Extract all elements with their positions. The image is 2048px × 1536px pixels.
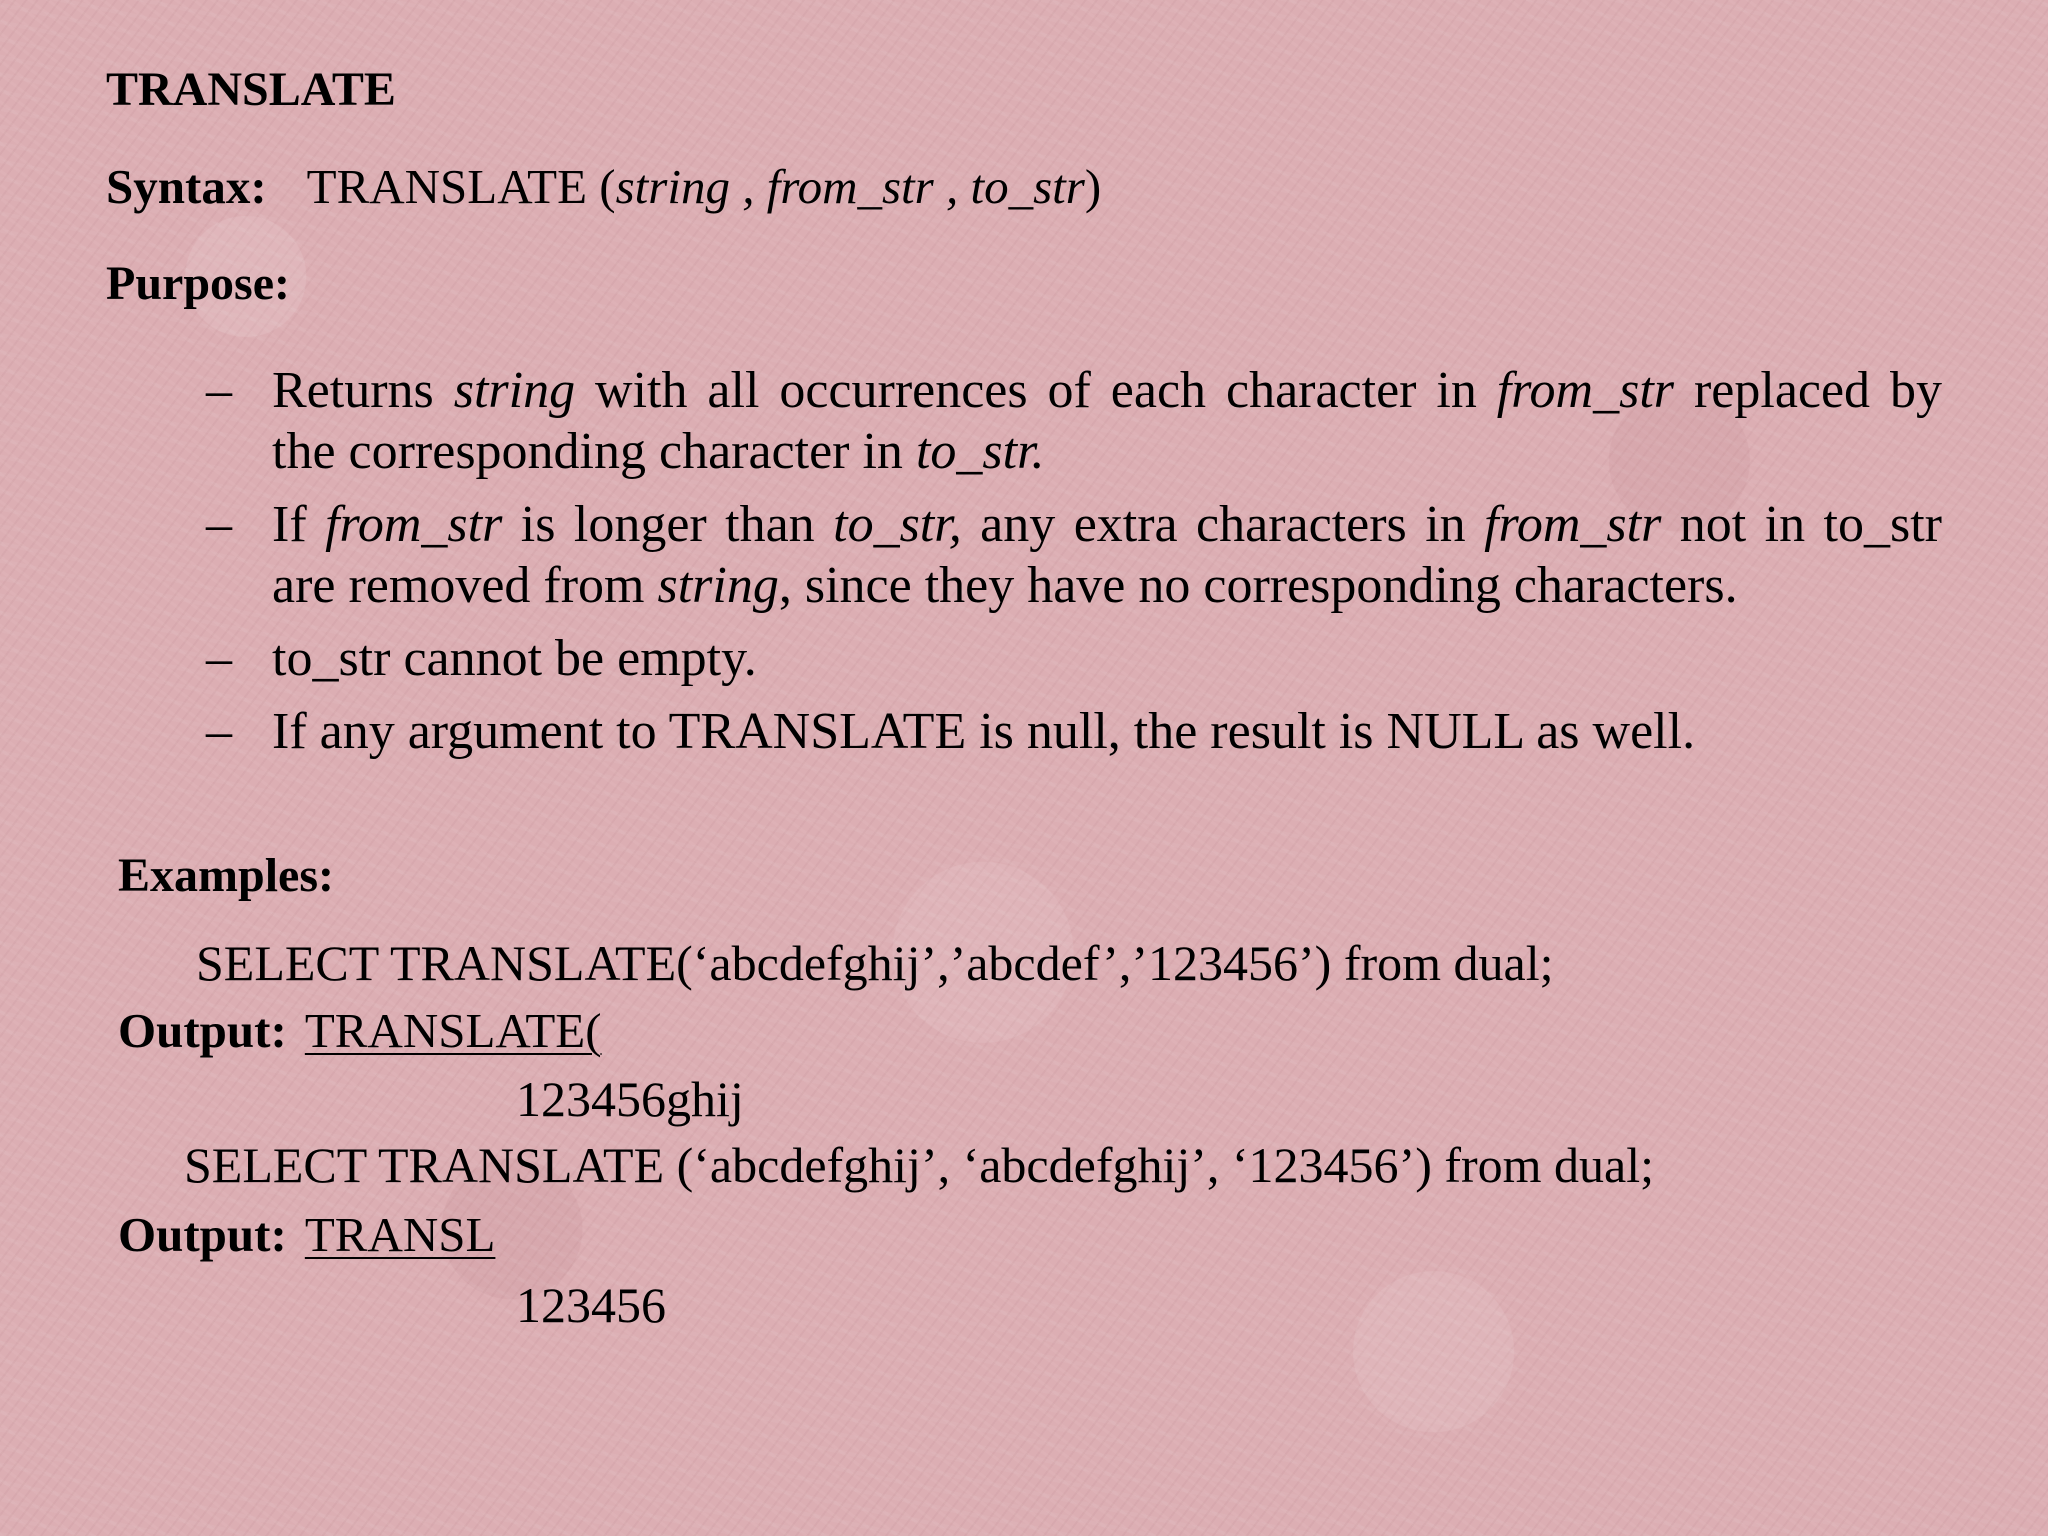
syntax-function: TRANSLATE ( <box>306 159 616 214</box>
dash-bullet-icon: – <box>206 630 232 687</box>
text-run: replaced by the corresponding character in <box>272 362 1942 480</box>
text-run: is longer than <box>502 496 834 553</box>
output-result: 123456 <box>516 1277 666 1333</box>
text-run: with all occurrences of each character in <box>575 362 1497 419</box>
text-run: , since they have no corresponding characters. <box>778 557 1738 614</box>
output-label: Output: <box>118 1207 287 1262</box>
text-run-italic: string <box>657 557 779 614</box>
purpose-heading: Purpose: <box>106 257 290 310</box>
example-query: SELECT TRANSLATE (‘abcdefghij’, ‘abcdefghij’, ‘123456’) from dual; <box>184 1137 1655 1193</box>
text-run-italic: from_str <box>1484 496 1662 553</box>
text-run: If <box>272 496 326 553</box>
text-run: any extra characters in <box>961 496 1485 553</box>
syntax-arguments: string , from_str , to_str <box>615 159 1085 214</box>
output-line <box>118 1206 495 1263</box>
list-item <box>206 628 1942 689</box>
purpose-list <box>206 360 1942 762</box>
text-run: Returns <box>272 362 454 419</box>
list-item <box>206 494 1942 616</box>
text-run: not in to_str are removed from <box>272 496 1943 614</box>
text-run-italic: from_str <box>1496 362 1675 419</box>
syntax-label: Syntax: <box>106 159 267 214</box>
output-column-header: TRANSL <box>304 1207 496 1262</box>
text-run-italic: to_str, <box>833 496 962 553</box>
text-run: to_str cannot be empty. <box>272 630 757 687</box>
output-result: 123456ghij <box>516 1071 744 1127</box>
list-item <box>206 701 1942 762</box>
output-label: Output: <box>118 1003 287 1058</box>
text-run-italic: from_str <box>325 496 503 553</box>
dash-bullet-icon: – <box>206 703 232 760</box>
text-run: If any argument to TRANSLATE is null, the result is NULL as well. <box>272 703 1696 760</box>
dash-bullet-icon: – <box>206 362 232 419</box>
syntax-close: ) <box>1084 159 1102 214</box>
output-column-header: TRANSLATE( <box>304 1003 602 1058</box>
page-title: TRANSLATE <box>106 63 396 116</box>
example-query: SELECT TRANSLATE(‘abcdefghij’,’abcdef’,’123456’) from dual; <box>196 935 1554 991</box>
dash-bullet-icon: – <box>206 496 232 553</box>
text-run-italic: to_str. <box>915 423 1045 480</box>
syntax-line <box>106 158 1101 215</box>
examples-heading: Examples: <box>118 849 334 902</box>
text-run-italic: string <box>453 362 576 419</box>
list-item <box>206 360 1942 482</box>
output-line <box>118 1002 602 1059</box>
